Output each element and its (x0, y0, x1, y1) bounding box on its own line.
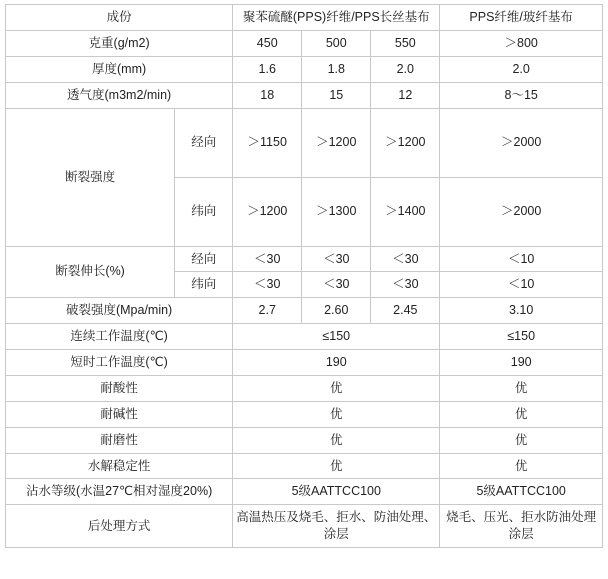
cell-thickness-last: 2.0 (440, 56, 603, 82)
cell-burst-3: 2.45 (371, 298, 440, 324)
row-label-abrasion-resistance: 耐磨性 (6, 427, 233, 453)
cell-thickness-3: 2.0 (371, 56, 440, 82)
row-label-alkali-resistance: 耐碱性 (6, 401, 233, 427)
cell-elong-warp-3: ＜30 (371, 246, 440, 272)
cell-weight-2: 500 (302, 30, 371, 56)
cell-thickness-1: 1.6 (233, 56, 302, 82)
cell-burst-1: 2.7 (233, 298, 302, 324)
cell-hydrolysis-merged: 优 (233, 453, 440, 479)
cell-hydrolysis-last: 优 (440, 453, 603, 479)
cell-acid-last: 优 (440, 375, 603, 401)
row-label-burst-strength: 破裂强度(Mpa/min) (6, 298, 233, 324)
cell-alkali-last: 优 (440, 401, 603, 427)
cell-abrasion-last: 优 (440, 427, 603, 453)
cell-post-treatment-merged: 高温热压及烧毛、拒水、防油处理、涂层 (233, 505, 440, 548)
row-label-weight: 克重(g/m2) (6, 30, 233, 56)
cell-post-treatment-last: 烧毛、压光、拒水防油处理涂层 (440, 505, 603, 548)
table-header-row (6, 5, 603, 31)
cell-weight-1: 450 (233, 30, 302, 56)
cell-abrasion-merged: 优 (233, 427, 440, 453)
cell-alkali-merged: 优 (233, 401, 440, 427)
cell-short-temperature-merged: 190 (233, 350, 440, 376)
sub-label-warp: 经向 (175, 108, 233, 177)
cell-water-repellency-merged: 5级AATTCC100 (233, 479, 440, 505)
cell-thickness-2: 1.8 (302, 56, 371, 82)
header-group-pps-glassfiber: PPS纤维/玻纤基布 (440, 5, 603, 31)
row-label-air-permeability: 透气度(m3m2/min) (6, 82, 233, 108)
header-property: 成份 (6, 5, 233, 31)
cell-elong-warp-1: ＜30 (233, 246, 302, 272)
specification-table (5, 4, 603, 548)
cell-short-temperature-last: 190 (440, 350, 603, 376)
row-label-continuous-temperature: 连续工作温度(℃) (6, 324, 233, 350)
cell-elong-weft-3: ＜30 (371, 272, 440, 298)
row-label-acid-resistance: 耐酸性 (6, 375, 233, 401)
table-row (6, 453, 603, 479)
cell-break-warp-last: ＞2000 (440, 108, 603, 177)
table-row (6, 246, 603, 272)
table-row (6, 505, 603, 548)
header-group-pps-filament: 聚苯硫醚(PPS)纤维/PPS长丝基布 (233, 5, 440, 31)
row-label-break-strength-top: 断裂强度 (6, 108, 175, 246)
cell-elong-weft-last: ＜10 (440, 272, 603, 298)
cell-break-weft-1: ＞1200 (233, 177, 302, 246)
cell-continuous-temperature-merged: ≤150 (233, 324, 440, 350)
table-row (6, 427, 603, 453)
sub-label-weft: 纬向 (175, 177, 233, 246)
cell-weight-last: ＞800 (440, 30, 603, 56)
cell-break-warp-1: ＞1150 (233, 108, 302, 177)
cell-break-warp-3: ＞1200 (371, 108, 440, 177)
table-row (6, 30, 603, 56)
table-row (6, 479, 603, 505)
cell-elong-warp-last: ＜10 (440, 246, 603, 272)
cell-air-last: 8～15 (440, 82, 603, 108)
table-row (6, 108, 603, 177)
cell-break-weft-2: ＞1300 (302, 177, 371, 246)
cell-air-2: 15 (302, 82, 371, 108)
cell-break-weft-last: ＞2000 (440, 177, 603, 246)
cell-break-warp-2: ＞1200 (302, 108, 371, 177)
table-row (6, 82, 603, 108)
cell-air-3: 12 (371, 82, 440, 108)
table-row (6, 401, 603, 427)
sub-label-weft: 纬向 (175, 272, 233, 298)
cell-burst-last: 3.10 (440, 298, 603, 324)
cell-acid-merged: 优 (233, 375, 440, 401)
cell-elong-weft-2: ＜30 (302, 272, 371, 298)
cell-air-1: 18 (233, 82, 302, 108)
cell-water-repellency-last: 5级AATTCC100 (440, 479, 603, 505)
table-row (6, 375, 603, 401)
table-row (6, 324, 603, 350)
cell-elong-weft-1: ＜30 (233, 272, 302, 298)
cell-continuous-temperature-last: ≤150 (440, 324, 603, 350)
row-label-elongation: 断裂伸长(%) (6, 246, 175, 298)
row-label-thickness: 厚度(mm) (6, 56, 233, 82)
table-row (6, 350, 603, 376)
table-row (6, 298, 603, 324)
row-label-water-repellency: 沾水等级(水温27℃相对湿度20%) (6, 479, 233, 505)
row-label-hydrolysis-stability: 水解稳定性 (6, 453, 233, 479)
sub-label-warp: 经向 (175, 246, 233, 272)
table-row (6, 56, 603, 82)
cell-break-weft-3: ＞1400 (371, 177, 440, 246)
cell-weight-3: 550 (371, 30, 440, 56)
row-label-short-temperature: 短时工作温度(℃) (6, 350, 233, 376)
cell-burst-2: 2.60 (302, 298, 371, 324)
row-label-post-treatment: 后处理方式 (6, 505, 233, 548)
cell-elong-warp-2: ＜30 (302, 246, 371, 272)
